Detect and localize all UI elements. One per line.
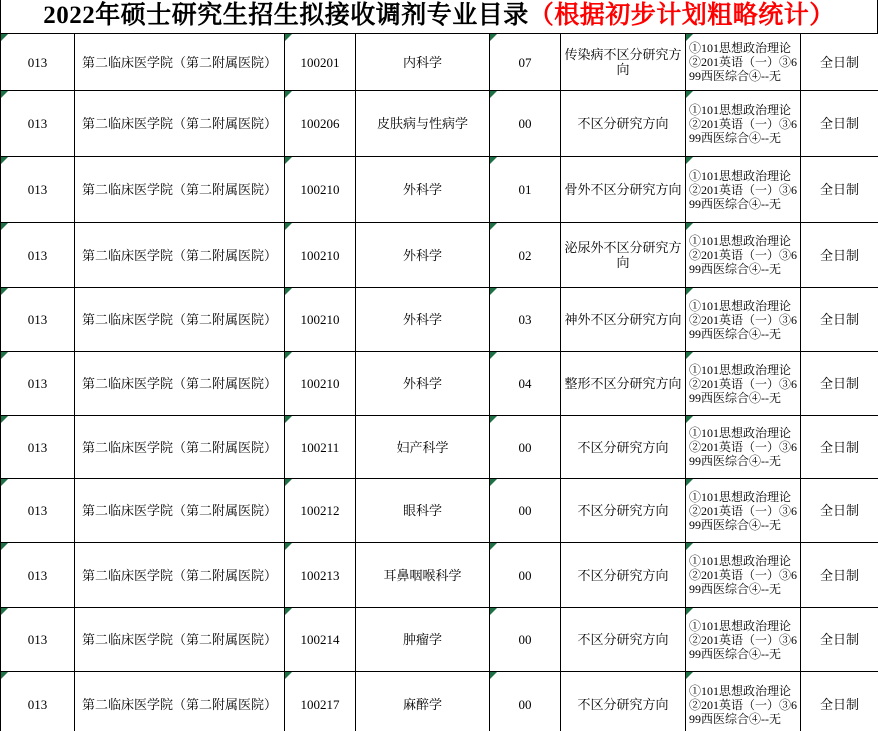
direction-cell (561, 672, 686, 731)
exam-subjects-value: ①101思想政治理论②201英语（一）③699西医综合④--无 (689, 554, 798, 596)
direction-value: 泌尿外不区分研究方向 (564, 240, 682, 270)
major-code-cell (285, 223, 356, 288)
school-cell (75, 288, 285, 352)
table-row (1, 672, 878, 731)
exam-subjects-value: ①101思想政治理论②201英语（一）③699西医综合④--无 (689, 298, 798, 341)
dept-code-cell (1, 416, 75, 479)
error-marker-icon (1, 479, 8, 486)
direction-value: 传染病不区分研究方向 (564, 47, 682, 77)
major-value: 外科学 (402, 376, 442, 391)
direction-code-cell (490, 479, 561, 543)
major-code-cell (285, 91, 356, 157)
exam-subjects-value: ①101思想政治理论②201英语（一）③699西医综合④--无 (689, 102, 798, 145)
major-code-cell (285, 479, 356, 543)
error-marker-icon (686, 34, 693, 41)
error-marker-icon (285, 91, 292, 98)
direction-code-value: 00 (518, 632, 532, 647)
error-marker-icon (686, 157, 693, 164)
dept-code-value: 013 (27, 182, 48, 197)
exam-subjects-value: ①101思想政治理论②201英语（一）③699西医综合④--无 (689, 41, 798, 83)
study-type-cell (801, 543, 878, 608)
direction-cell (561, 416, 686, 479)
error-marker-icon (1, 223, 8, 230)
table-row (1, 34, 878, 91)
error-marker-icon (1, 416, 8, 423)
major-cell (356, 157, 490, 223)
error-marker-icon (490, 288, 497, 295)
major-code-value: 100217 (300, 697, 340, 712)
direction-code-value: 00 (518, 697, 532, 712)
error-marker-icon (686, 288, 693, 295)
error-marker-icon (686, 352, 693, 359)
school-value: 第二临床医学院（第二附属医院） (81, 182, 277, 197)
school-cell (75, 416, 285, 479)
school-cell (75, 352, 285, 416)
error-marker-icon (490, 672, 497, 679)
study-type-value: 全日制 (819, 116, 859, 131)
school-value: 第二临床医学院（第二附属医院） (81, 439, 277, 455)
major-code-value: 100212 (300, 503, 340, 518)
dept-code-cell (1, 34, 75, 91)
dept-code-value: 013 (27, 116, 48, 131)
direction-value: 整形不区分研究方向 (564, 376, 682, 391)
error-marker-icon (686, 91, 693, 98)
major-value: 内科学 (402, 54, 442, 70)
study-type-value: 全日制 (819, 312, 859, 327)
direction-code-value: 01 (518, 182, 532, 197)
major-cell (356, 223, 490, 288)
dept-code-cell (1, 223, 75, 288)
direction-value: 不区分研究方向 (577, 116, 669, 131)
error-marker-icon (686, 543, 693, 550)
major-cell (356, 479, 490, 543)
error-marker-icon (686, 479, 693, 486)
table-row (1, 543, 878, 608)
major-code-cell (285, 34, 356, 91)
error-marker-icon (490, 543, 497, 550)
study-type-cell (801, 352, 878, 416)
school-value: 第二临床医学院（第二附属医院） (81, 632, 277, 647)
error-marker-icon (490, 416, 497, 423)
direction-value: 不区分研究方向 (577, 632, 669, 647)
study-type-cell (801, 479, 878, 543)
major-code-value: 100214 (300, 632, 340, 647)
major-code-cell (285, 543, 356, 608)
table-row (1, 157, 878, 223)
exam-subjects-cell (686, 352, 801, 416)
school-cell (75, 479, 285, 543)
exam-subjects-cell (686, 157, 801, 223)
direction-code-cell (490, 672, 561, 731)
error-marker-icon (1, 157, 8, 164)
dept-code-value: 013 (27, 567, 48, 583)
school-value: 第二临床医学院（第二附属医院） (81, 54, 277, 70)
school-value: 第二临床医学院（第二附属医院） (81, 697, 277, 712)
direction-code-cell (490, 543, 561, 608)
exam-subjects-value: ①101思想政治理论②201英语（一）③699西医综合④--无 (689, 618, 798, 661)
study-type-cell (801, 223, 878, 288)
direction-cell (561, 608, 686, 672)
major-code-cell (285, 352, 356, 416)
error-marker-icon (490, 479, 497, 486)
school-cell (75, 91, 285, 157)
major-value: 妇产科学 (396, 439, 449, 455)
direction-cell (561, 91, 686, 157)
error-marker-icon (686, 223, 693, 230)
school-value: 第二临床医学院（第二附属医院） (81, 376, 277, 391)
direction-value: 神外不区分研究方向 (564, 312, 682, 327)
table-row (1, 352, 878, 416)
direction-cell (561, 34, 686, 91)
major-value: 外科学 (402, 247, 442, 263)
study-type-value: 全日制 (819, 632, 859, 647)
major-code-value: 100210 (300, 376, 340, 391)
title-main: 2022年硕士研究生招生拟接收调剂专业目录 (43, 2, 529, 29)
school-cell (75, 672, 285, 731)
table-row (1, 479, 878, 543)
error-marker-icon (285, 157, 292, 164)
exam-subjects-cell (686, 91, 801, 157)
major-cell (356, 672, 490, 731)
major-cell (356, 34, 490, 91)
major-cell (356, 91, 490, 157)
direction-value: 不区分研究方向 (577, 697, 669, 712)
exam-subjects-value: ①101思想政治理论②201英语（一）③699西医综合④--无 (689, 362, 798, 405)
direction-code-cell (490, 288, 561, 352)
dept-code-cell (1, 543, 75, 608)
direction-code-value: 07 (518, 54, 532, 70)
error-marker-icon (285, 288, 292, 295)
major-cell (356, 543, 490, 608)
exam-subjects-cell (686, 672, 801, 731)
exam-subjects-cell (686, 223, 801, 288)
dept-code-value: 013 (27, 54, 48, 70)
school-cell (75, 157, 285, 223)
dept-code-cell (1, 608, 75, 672)
exam-subjects-value: ①101思想政治理论②201英语（一）③699西医综合④--无 (689, 426, 798, 468)
major-value: 外科学 (402, 312, 442, 327)
exam-subjects-cell (686, 34, 801, 91)
study-type-value: 全日制 (819, 697, 859, 712)
study-type-cell (801, 672, 878, 731)
direction-cell (561, 157, 686, 223)
error-marker-icon (285, 416, 292, 423)
direction-code-value: 00 (518, 439, 532, 455)
study-type-cell (801, 34, 878, 91)
error-marker-icon (285, 223, 292, 230)
dept-code-value: 013 (27, 697, 48, 712)
title-note: （根据初步计划粗略统计） (528, 2, 835, 29)
study-type-value: 全日制 (819, 439, 859, 455)
study-type-value: 全日制 (819, 503, 859, 518)
direction-code-value: 03 (518, 312, 532, 327)
direction-code-value: 00 (518, 567, 532, 583)
error-marker-icon (686, 416, 693, 423)
major-code-cell (285, 608, 356, 672)
major-code-cell (285, 416, 356, 479)
study-type-value: 全日制 (819, 567, 859, 583)
direction-code-cell (490, 223, 561, 288)
error-marker-icon (1, 352, 8, 359)
study-type-cell (801, 157, 878, 223)
error-marker-icon (1, 608, 8, 615)
dept-code-value: 013 (27, 312, 48, 327)
major-value: 外科学 (402, 182, 442, 197)
error-marker-icon (490, 157, 497, 164)
exam-subjects-cell (686, 479, 801, 543)
major-code-value: 100206 (300, 116, 340, 131)
error-marker-icon (285, 479, 292, 486)
exam-subjects-cell (686, 416, 801, 479)
table-row (1, 416, 878, 479)
direction-code-cell (490, 608, 561, 672)
table-row (1, 288, 878, 352)
direction-value: 不区分研究方向 (577, 503, 669, 518)
exam-subjects-value: ①101思想政治理论②201英语（一）③699西医综合④--无 (689, 683, 798, 726)
study-type-cell (801, 608, 878, 672)
direction-code-cell (490, 157, 561, 223)
school-cell (75, 34, 285, 91)
school-cell (75, 608, 285, 672)
dept-code-cell (1, 479, 75, 543)
major-code-value: 100201 (300, 54, 340, 70)
dept-code-value: 013 (27, 632, 48, 647)
direction-code-value: 00 (518, 116, 532, 131)
error-marker-icon (285, 352, 292, 359)
dept-code-cell (1, 288, 75, 352)
school-cell (75, 543, 285, 608)
direction-value: 骨外不区分研究方向 (564, 182, 682, 197)
major-cell (356, 608, 490, 672)
study-type-value: 全日制 (819, 54, 859, 70)
major-code-value: 100213 (300, 567, 340, 583)
error-marker-icon (285, 672, 292, 679)
error-marker-icon (1, 91, 8, 98)
major-cell (356, 416, 490, 479)
error-marker-icon (1, 543, 8, 550)
page-title (0, 0, 878, 33)
major-code-cell (285, 157, 356, 223)
study-type-cell (801, 91, 878, 157)
direction-code-cell (490, 352, 561, 416)
direction-cell (561, 543, 686, 608)
error-marker-icon (1, 672, 8, 679)
dept-code-value: 013 (27, 376, 48, 391)
direction-cell (561, 288, 686, 352)
direction-value: 不区分研究方向 (577, 439, 669, 455)
direction-code-cell (490, 34, 561, 91)
school-value: 第二临床医学院（第二附属医院） (81, 116, 277, 131)
study-type-value: 全日制 (819, 247, 859, 263)
table-row (1, 91, 878, 157)
study-type-cell (801, 416, 878, 479)
table-row (1, 608, 878, 672)
dept-code-cell (1, 352, 75, 416)
major-value: 眼科学 (402, 503, 442, 518)
dept-code-value: 013 (27, 439, 48, 455)
major-code-value: 100211 (300, 439, 340, 455)
major-code-value: 100210 (300, 182, 340, 197)
error-marker-icon (490, 608, 497, 615)
direction-code-value: 02 (518, 247, 532, 263)
exam-subjects-cell (686, 288, 801, 352)
major-cell (356, 352, 490, 416)
dept-code-cell (1, 672, 75, 731)
adjustment-majors-table (0, 33, 878, 731)
direction-value: 不区分研究方向 (577, 567, 669, 583)
error-marker-icon (285, 34, 292, 41)
exam-subjects-value: ①101思想政治理论②201英语（一）③699西医综合④--无 (689, 168, 798, 211)
error-marker-icon (490, 223, 497, 230)
error-marker-icon (1, 288, 8, 295)
dept-code-cell (1, 157, 75, 223)
school-value: 第二临床医学院（第二附属医院） (81, 503, 277, 518)
direction-code-cell (490, 416, 561, 479)
error-marker-icon (490, 352, 497, 359)
study-type-cell (801, 288, 878, 352)
major-code-cell (285, 672, 356, 731)
exam-subjects-value: ①101思想政治理论②201英语（一）③699西医综合④--无 (689, 489, 798, 532)
error-marker-icon (686, 608, 693, 615)
school-value: 第二临床医学院（第二附属医院） (81, 312, 277, 327)
direction-cell (561, 479, 686, 543)
dept-code-value: 013 (27, 503, 48, 518)
direction-cell (561, 352, 686, 416)
exam-subjects-cell (686, 543, 801, 608)
major-value: 耳鼻咽喉科学 (383, 567, 462, 583)
error-marker-icon (285, 543, 292, 550)
major-code-value: 100210 (300, 247, 340, 263)
study-type-value: 全日制 (819, 376, 859, 391)
error-marker-icon (285, 608, 292, 615)
dept-code-cell (1, 91, 75, 157)
major-value: 皮肤病与性病学 (376, 116, 468, 131)
major-value: 肿瘤学 (402, 632, 442, 647)
major-cell (356, 288, 490, 352)
direction-code-value: 04 (518, 376, 532, 391)
direction-code-cell (490, 91, 561, 157)
major-code-cell (285, 288, 356, 352)
school-value: 第二临床医学院（第二附属医院） (81, 567, 277, 583)
exam-subjects-cell (686, 608, 801, 672)
error-marker-icon (1, 34, 8, 41)
major-value: 麻醉学 (402, 697, 442, 712)
study-type-value: 全日制 (819, 182, 859, 197)
error-marker-icon (490, 34, 497, 41)
error-marker-icon (490, 91, 497, 98)
direction-code-value: 00 (518, 503, 532, 518)
exam-subjects-value: ①101思想政治理论②201英语（一）③699西医综合④--无 (689, 234, 798, 276)
major-code-value: 100210 (300, 312, 340, 327)
direction-cell (561, 223, 686, 288)
school-value: 第二临床医学院（第二附属医院） (81, 247, 277, 263)
table-row (1, 223, 878, 288)
school-cell (75, 223, 285, 288)
error-marker-icon (686, 672, 693, 679)
dept-code-value: 013 (27, 247, 48, 263)
